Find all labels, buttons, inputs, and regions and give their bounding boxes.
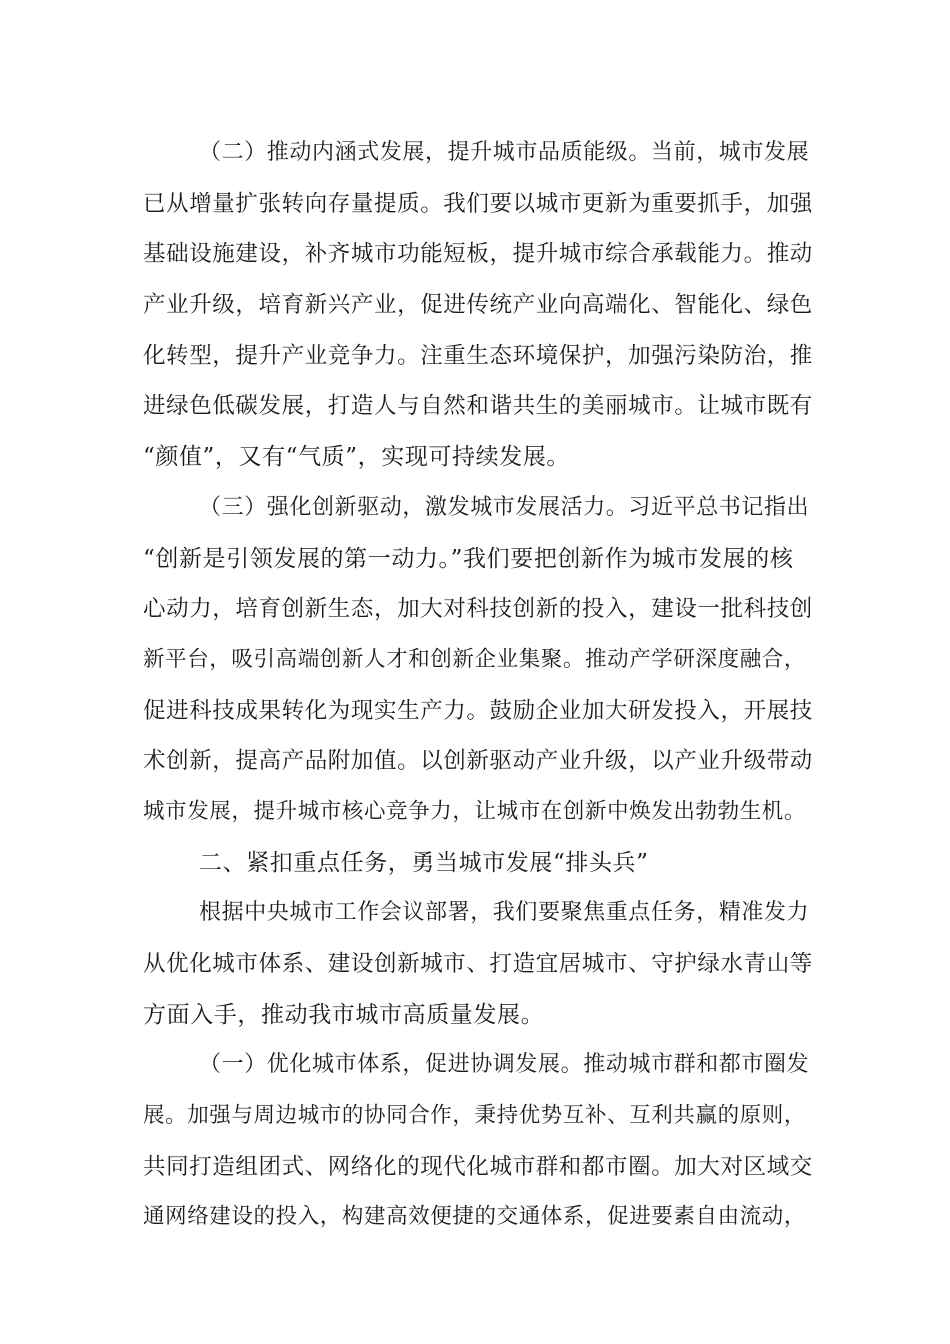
text-line: 心动力，培育创新生态，加大对科技创新的投入，建设一批科技创 (143, 596, 813, 623)
text-line: 促进科技成果转化为现实生产力。鼓励企业加大研发投入，开展技 (143, 697, 813, 724)
text-line: 化转型，提升产业竞争力。注重生态环境保护，加强污染防治，推 (143, 342, 813, 369)
body-text (143, 128, 815, 1243)
text-line: 通网络建设的投入，构建高效便捷的交通体系，促进要素自由流动， (143, 1204, 807, 1230)
text-line: 从优化城市体系、建设创新城市、打造宜居城市、守护绿水青山等 (143, 951, 813, 977)
text-line: 基础设施建设，补齐城市功能短板，提升城市综合承载能力。推动 (143, 241, 813, 268)
text-line: 术创新，提高产品附加值。以创新驱动产业升级，以产业升级带动 (143, 748, 813, 775)
text-line: 已从增量扩张转向存量提质。我们要以城市更新为重要抓手，加强 (143, 190, 813, 217)
text-line: “创新是引领发展的第一动力。”我们要把创新作为城市发展的核 (143, 545, 794, 572)
text-line: 方面入手，推动我市城市高质量发展。 (143, 1001, 545, 1028)
text-line: 根据中央城市工作会议部署，我们要聚焦重点任务，精准发力 (199, 900, 810, 926)
text-line: （二）推动内涵式发展，提升城市品质能级。当前，城市发展 (199, 140, 810, 165)
text-line: “颜值”，又有“气质”，实现可持续发展。 (143, 444, 571, 471)
text-line: （一）优化城市体系，促进协调发展。推动城市群和都市圈发 (199, 1052, 810, 1078)
text-line: （三）强化创新驱动，激发城市发展活力。习近平总书记指出 (199, 494, 810, 520)
text-line: 共同打造组团式、网络化的现代化城市群和都市圈。加大对区域交 (143, 1153, 813, 1180)
text-line: 进绿色低碳发展，打造人与自然和谐共生的美丽城市。让城市既有 (143, 393, 813, 420)
text-line: 展。加强与周边城市的协同合作，秉持优势互补、互利共赢的原则， (143, 1103, 807, 1129)
text-line: 产业升级，培育新兴产业，促进传统产业向高端化、智能化、绿色 (143, 292, 813, 319)
text-line: 二、紧扣重点任务，勇当城市发展“排头兵” (199, 849, 649, 876)
text-line: 新平台，吸引高端创新人才和创新企业集聚。推动产学研深度融合， (143, 646, 807, 672)
text-line: 城市发展，提升城市核心竞争力，让城市在创新中焕发出勃勃生机。 (143, 798, 807, 824)
